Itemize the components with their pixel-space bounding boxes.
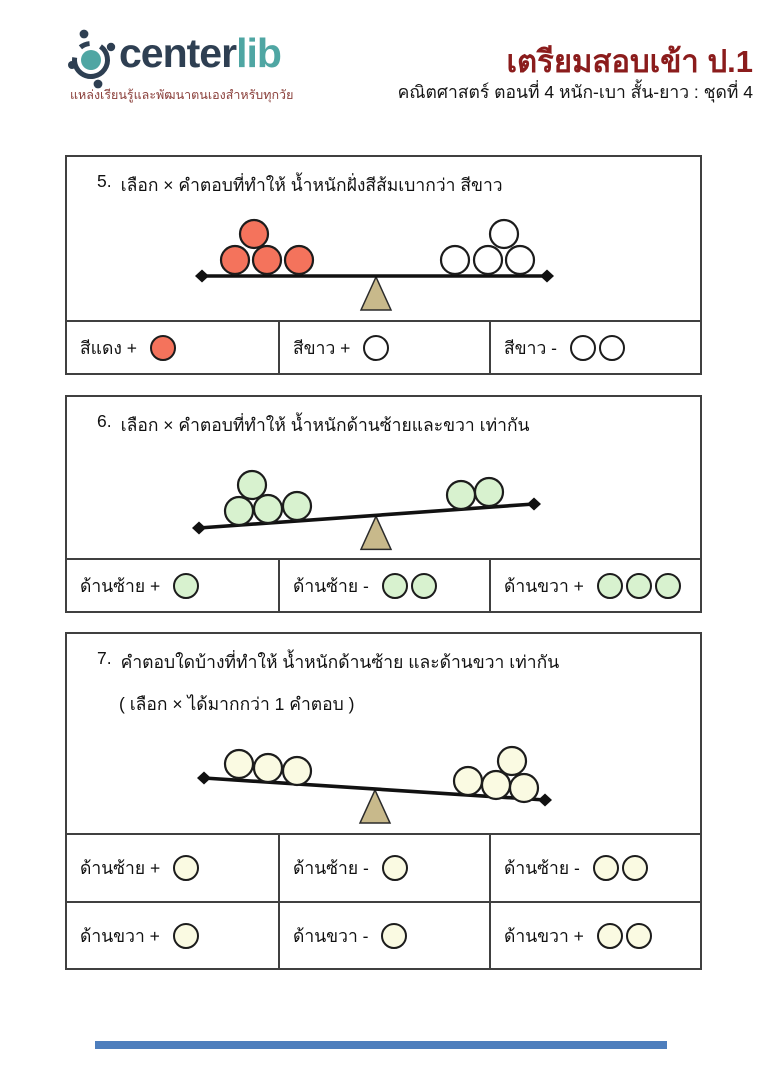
answer-label: ด้านซ้าย - (293, 575, 369, 596)
answer-circles (150, 335, 176, 361)
answer-circles (382, 855, 408, 881)
answer-circles (593, 855, 648, 881)
fulcrum-triangle (360, 790, 390, 823)
answer-label: ด้านขวา + (504, 925, 584, 946)
page-title: เตรียมสอบเข้า ป.1 (506, 44, 753, 79)
answer-cell[interactable] (67, 320, 278, 373)
answer-label: ด้านขวา + (80, 925, 160, 946)
beam-end-diamond-icon (197, 772, 211, 785)
right-weight-circle (510, 774, 538, 802)
weight-circle-icon (382, 855, 408, 881)
answer-label: สีขาว - (504, 337, 557, 358)
question-note: ( เลือก × ได้มากกว่า 1 คำตอบ ) (119, 694, 355, 714)
logo-tagline: แหล่งเรียนรู้และพัฒนาตนเองสำหรับทุกวัย (70, 88, 294, 102)
question-number: 5. (97, 171, 112, 191)
left-weight-circle (253, 246, 281, 274)
answer-cell[interactable] (278, 901, 489, 968)
balance-scale-figure (182, 464, 562, 564)
weight-circle-icon (593, 855, 619, 881)
answer-cell[interactable] (489, 320, 700, 373)
brand-text (119, 30, 281, 76)
answer-row (67, 558, 700, 611)
answer-circles (173, 573, 199, 599)
weight-circle-icon (150, 335, 176, 361)
weight-circle-icon (363, 335, 389, 361)
answer-label: ด้านซ้าย - (293, 858, 369, 878)
left-weight-circle (254, 754, 282, 782)
left-weight-circle (225, 750, 253, 778)
answer-label: สีขาว + (293, 337, 351, 358)
question-prompt: เลือก × คำตอบที่ทำให้ น้ำหนักด้านซ้ายและขวา เท่ากัน (120, 415, 530, 435)
question-box (65, 632, 702, 970)
right-weight-circle (475, 478, 503, 506)
answer-circles (382, 573, 437, 599)
right-weight-circle (490, 220, 518, 248)
right-weight-circle (454, 767, 482, 795)
answer-circles (363, 335, 389, 361)
question-prompt: คำตอบใดบ้างที่ทำให้ น้ำหนักด้านซ้าย และด้านขวา เท่ากัน (120, 652, 560, 672)
right-weight-circle (441, 246, 469, 274)
question-box (65, 395, 702, 613)
answer-label: ด้านซ้าย + (80, 858, 161, 878)
weight-circle-icon (411, 573, 437, 599)
right-weight-circle (474, 246, 502, 274)
centerlib-logo-icon (68, 27, 116, 89)
footer-bar (95, 1041, 667, 1049)
answer-circles (597, 573, 681, 599)
question-prompt: เลือก × คำตอบที่ทำให้ น้ำหนักฝั่งสีส้มเบากว่า สีขาว (120, 175, 503, 195)
answer-label: ด้านซ้าย - (504, 858, 580, 878)
weight-circle-icon (381, 923, 407, 949)
answer-circles (173, 855, 199, 881)
left-weight-circle (238, 471, 266, 499)
beam-end-diamond-icon (538, 794, 552, 807)
answer-cell[interactable] (278, 558, 489, 611)
beam-end-diamond-icon (540, 270, 554, 283)
answer-circles (381, 923, 407, 949)
weight-circle-icon (597, 923, 623, 949)
answer-cell[interactable] (278, 833, 489, 901)
weight-circle-icon (173, 573, 199, 599)
brand-primary: center (119, 30, 237, 76)
answer-circles (570, 335, 625, 361)
beam-end-diamond-icon (195, 270, 209, 283)
brand-secondary: lib (236, 30, 281, 76)
balance-scale-figure (182, 732, 572, 837)
weight-circle-icon (173, 855, 199, 881)
answer-label: ด้านซ้าย + (80, 575, 161, 596)
answer-row (67, 320, 700, 373)
weight-circle-icon (597, 573, 623, 599)
answer-cell[interactable] (67, 558, 278, 611)
answer-cell[interactable] (489, 833, 700, 901)
fulcrum-triangle (361, 277, 391, 310)
answer-circles (597, 923, 652, 949)
fulcrum-triangle (361, 516, 391, 549)
answer-label: ด้านขวา - (293, 925, 369, 946)
answer-grid (67, 833, 700, 968)
left-weight-circle (225, 497, 253, 525)
beam-end-diamond-icon (192, 522, 206, 535)
balance-scale-figure (172, 214, 572, 319)
left-weight-circle (254, 495, 282, 523)
answer-label: สีแดง + (80, 337, 137, 358)
left-weight-circle (283, 492, 311, 520)
right-weight-circle (498, 747, 526, 775)
beam-end-diamond-icon (527, 498, 541, 511)
weight-circle-icon (622, 855, 648, 881)
right-weight-circle (506, 246, 534, 274)
weight-circle-icon (626, 573, 652, 599)
answer-circles (173, 923, 199, 949)
right-weight-circle (482, 771, 510, 799)
left-weight-circle (240, 220, 268, 248)
weight-circle-icon (599, 335, 625, 361)
weight-circle-icon (382, 573, 408, 599)
question-number: 6. (97, 411, 112, 431)
answer-cell[interactable] (67, 901, 278, 968)
answer-label: ด้านขวา + (504, 575, 584, 596)
answer-cell[interactable] (67, 833, 278, 901)
page-subtitle: คณิตศาสตร์ ตอนที่ 4 หนัก-เบา สั้น-ยาว : ชุดที่ 4 (397, 82, 753, 102)
answer-cell[interactable] (489, 901, 700, 968)
answer-cell[interactable] (489, 558, 700, 611)
weight-circle-icon (626, 923, 652, 949)
weight-circle-icon (655, 573, 681, 599)
question-number: 7. (97, 648, 112, 668)
left-weight-circle (221, 246, 249, 274)
right-weight-circle (447, 481, 475, 509)
weight-circle-icon (570, 335, 596, 361)
left-weight-circle (285, 246, 313, 274)
left-weight-circle (283, 757, 311, 785)
question-box (65, 155, 702, 375)
weight-circle-icon (173, 923, 199, 949)
answer-cell[interactable] (278, 320, 489, 373)
